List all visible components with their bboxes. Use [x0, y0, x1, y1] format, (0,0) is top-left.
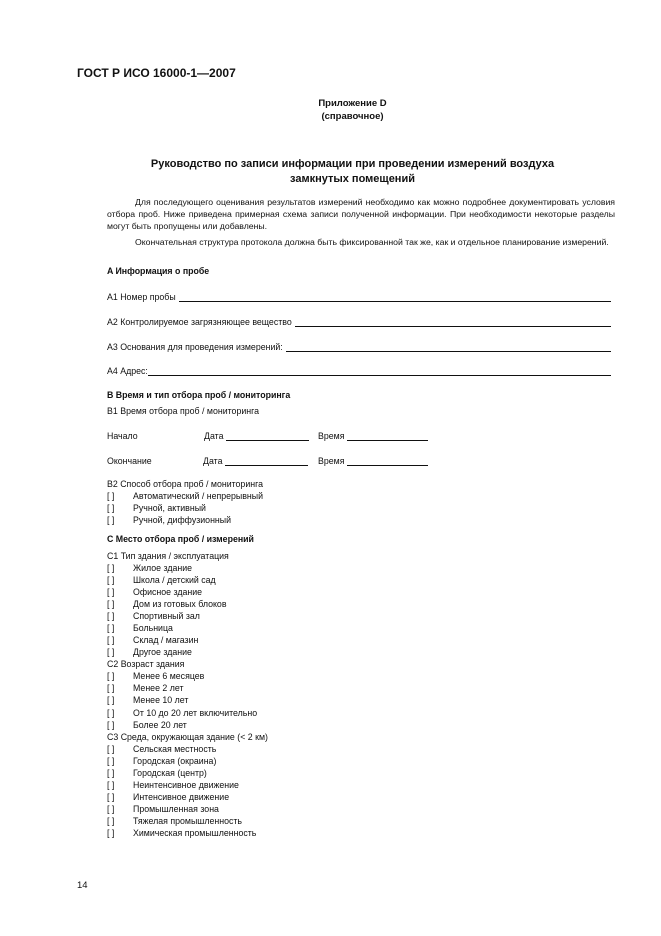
- start-date-line[interactable]: [226, 431, 309, 441]
- checkbox[interactable]: [ ]: [107, 599, 115, 609]
- section-a-heading: A Информация о пробе: [107, 266, 210, 276]
- checkbox-label: Автоматический / непрерывный: [133, 491, 264, 501]
- checkbox[interactable]: [ ]: [107, 792, 115, 802]
- checkbox-label: Неинтенсивное движение: [133, 780, 239, 790]
- field-a2-line[interactable]: [295, 317, 611, 327]
- end-time-line[interactable]: [347, 456, 428, 466]
- intro-text-2: Окончательная структура протокола должна быть фиксированной так же, как и отдельное планирование измерений.: [135, 237, 609, 247]
- checkbox-label: Ручной, диффузионный: [133, 515, 232, 525]
- field-a1[interactable]: [107, 292, 611, 302]
- checkbox-label: Больница: [133, 623, 173, 633]
- checkbox[interactable]: [ ]: [107, 816, 115, 826]
- checkbox-label: Городская (окраина): [133, 756, 217, 766]
- intro-paragraph-1: [107, 196, 615, 232]
- field-a3-line[interactable]: [286, 342, 611, 352]
- intro-text-1: Для последующего оценивания результатов измерений необходимо как можно подробнее документировать условия отбора проб. Ниже приведена примерная схема записи полученной информации. При необходимости некоторые разделы могут быть пропущены или добавлены.: [107, 197, 615, 231]
- section-b-heading: B Время и тип отбора проб / мониторинга: [107, 390, 291, 400]
- field-a2[interactable]: [107, 317, 611, 327]
- field-a1-line[interactable]: [179, 292, 611, 302]
- start-time-label: Время: [318, 431, 345, 441]
- checkbox-label: От 10 до 20 лет включительно: [133, 707, 258, 718]
- page-title: [90, 157, 615, 187]
- checkbox-label: Интенсивное движение: [133, 792, 230, 802]
- checkbox[interactable]: [ ]: [107, 695, 115, 706]
- annex-heading: [90, 97, 615, 123]
- checkbox[interactable]: [ ]: [107, 804, 115, 814]
- intro-paragraph-2: [107, 236, 615, 248]
- checkbox-label: Спортивный зал: [133, 611, 200, 621]
- start-label: Начало: [107, 431, 138, 441]
- checkbox-label: Менее 10 лет: [133, 695, 189, 706]
- checkbox-label: Менее 6 месяцев: [133, 671, 205, 681]
- checkbox[interactable]: [ ]: [107, 768, 115, 778]
- checkbox-label: Склад / магазин: [133, 635, 199, 645]
- annex-subtitle: (справочное): [321, 111, 384, 122]
- checkbox[interactable]: [ ]: [107, 756, 115, 766]
- checkbox-label: Ручной, активный: [133, 503, 206, 513]
- checkbox[interactable]: [ ]: [107, 780, 115, 790]
- c1-label: C1 Тип здания / эксплуатация: [107, 551, 229, 561]
- checkbox-label: Химическая промышленность: [133, 828, 257, 838]
- checkbox[interactable]: [ ]: [107, 587, 115, 597]
- end-label: Окончание: [107, 456, 152, 466]
- checkbox-label: Другое здание: [133, 647, 192, 657]
- section-c-heading: C Место отбора проб / измерений: [107, 534, 254, 544]
- page-number: 14: [77, 880, 88, 891]
- checkbox[interactable]: [ ]: [107, 563, 115, 573]
- field-a1-label: A1 Номер пробы: [107, 292, 176, 302]
- checkbox[interactable]: [ ]: [107, 635, 115, 645]
- b2-label: B2 Способ отбора проб / мониторинга: [107, 479, 263, 489]
- end-time[interactable]: [318, 456, 428, 466]
- checkbox[interactable]: [ ]: [107, 623, 115, 633]
- field-a4[interactable]: [107, 366, 611, 376]
- title-line-2: замкнутых помещений: [290, 173, 415, 185]
- checkbox[interactable]: [ ]: [107, 671, 115, 681]
- checkbox[interactable]: [ ]: [107, 744, 115, 754]
- field-a4-line[interactable]: [148, 366, 611, 376]
- checkbox-label: Менее 2 лет: [133, 683, 184, 694]
- start-date[interactable]: [204, 431, 309, 441]
- document-header: ГОСТ Р ИСО 16000-1—2007: [77, 66, 236, 80]
- start-date-label: Дата: [204, 431, 224, 441]
- field-a3[interactable]: [107, 342, 611, 352]
- start-time[interactable]: [318, 431, 428, 441]
- checkbox-label: Жилое здание: [133, 563, 193, 573]
- checkbox-label: Дом из готовых блоков: [133, 599, 227, 609]
- checkbox-label: Офисное здание: [133, 587, 203, 597]
- c2-label: C2 Возраст здания: [107, 659, 185, 669]
- checkbox[interactable]: [ ]: [107, 647, 115, 657]
- checkbox[interactable]: [ ]: [107, 828, 115, 838]
- checkbox-label: Более 20 лет: [133, 719, 187, 730]
- c3-label: C3 Среда, окружающая здание (< 2 км): [107, 732, 268, 742]
- end-date[interactable]: [203, 456, 308, 466]
- checkbox-label: Школа / детский сад: [133, 575, 216, 585]
- checkbox-label: Городская (центр): [133, 768, 207, 778]
- end-date-label: Дата: [203, 456, 223, 466]
- b1-label: B1 Время отбора проб / мониторинга: [107, 406, 260, 416]
- checkbox-label: Сельская местность: [133, 744, 217, 754]
- checkbox[interactable]: [ ]: [107, 611, 115, 621]
- end-time-label: Время: [318, 456, 345, 466]
- checkbox-label: Тяжелая промышленность: [133, 816, 242, 826]
- end-date-line[interactable]: [225, 456, 308, 466]
- checkbox[interactable]: [ ]: [107, 707, 115, 718]
- annex-title: Приложение D: [318, 98, 387, 109]
- checkbox[interactable]: [ ]: [107, 575, 115, 585]
- checkbox-label: Промышленная зона: [133, 804, 219, 814]
- field-a4-label: A4 Адрес:: [107, 366, 148, 376]
- checkbox[interactable]: [ ]: [107, 515, 115, 525]
- checkbox[interactable]: [ ]: [107, 719, 115, 730]
- checkbox[interactable]: [ ]: [107, 503, 115, 513]
- checkbox[interactable]: [ ]: [107, 683, 115, 694]
- checkbox[interactable]: [ ]: [107, 491, 115, 501]
- field-a3-label: A3 Основания для проведения измерений:: [107, 342, 283, 352]
- field-a2-label: A2 Контролируемое загрязняющее вещество: [107, 317, 292, 327]
- title-line-1: Руководство по записи информации при проведении измерений воздуха: [150, 158, 555, 170]
- start-time-line[interactable]: [347, 431, 428, 441]
